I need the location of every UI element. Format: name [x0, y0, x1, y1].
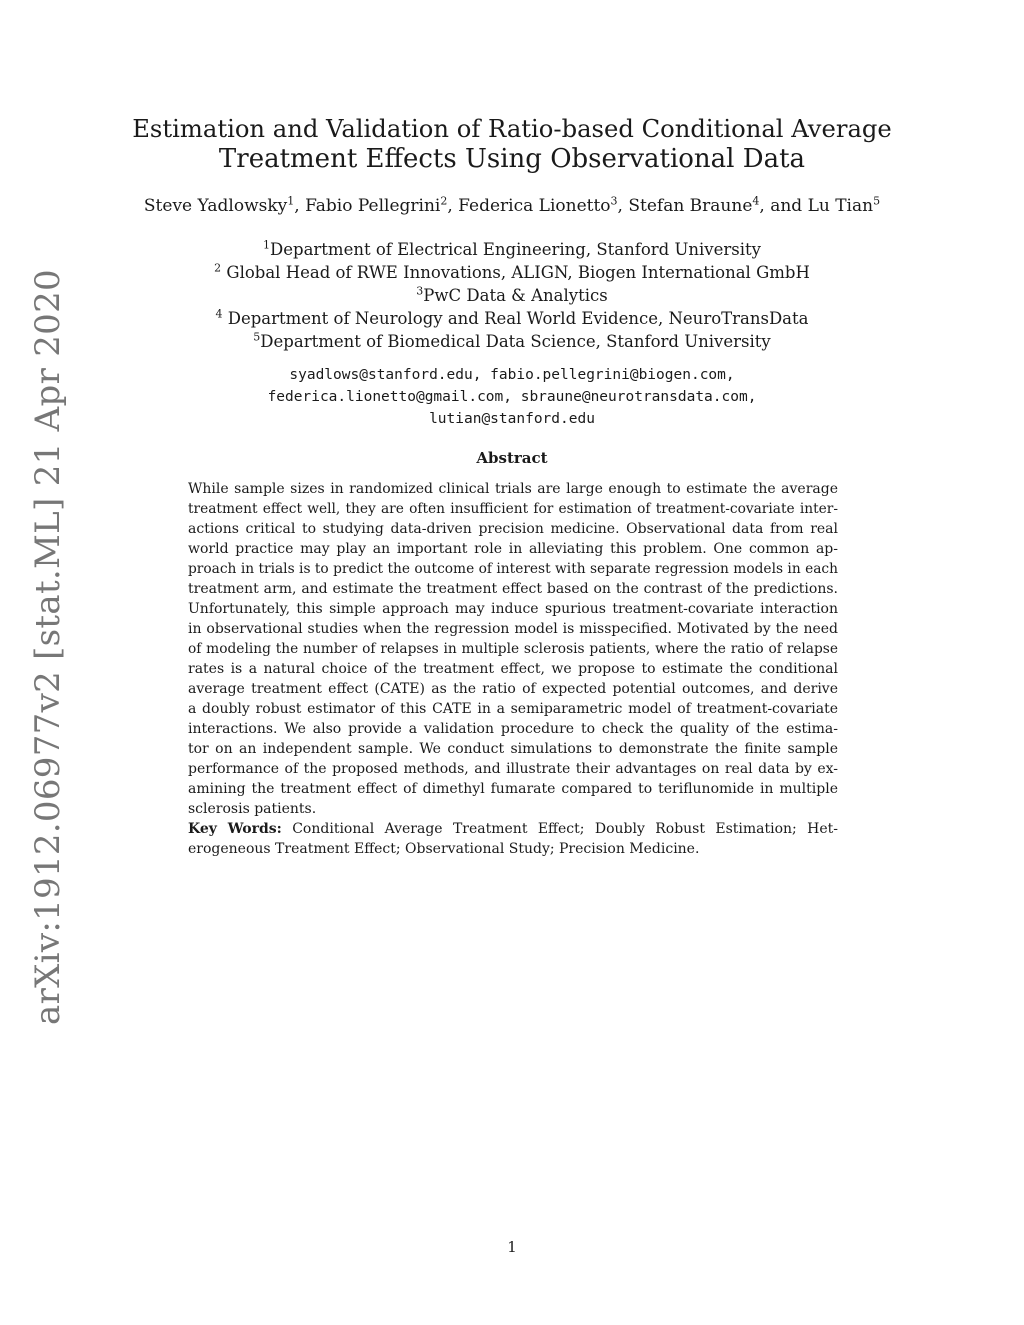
keywords-text: Conditional Average Treatment Effect; Doubly Robust Estimation; Het-: [281, 821, 838, 837]
affiliation: [150, 238, 874, 261]
keywords-line: [188, 819, 838, 839]
author-separator: , and: [759, 196, 808, 216]
author-name: Stefan Braune: [628, 196, 753, 216]
abstract-line: actions critical to studying data-driven precision medicine. Observational data from real: [188, 521, 838, 537]
abstract-line: in observational studies when the regression model is misspecified. Motivated by the need: [188, 621, 838, 637]
affiliation-text: Department of Neurology and Real World Evidence, NeuroTransData: [222, 309, 809, 328]
affiliation-marker: 2: [214, 261, 222, 275]
author-separator: ,: [617, 196, 629, 216]
affiliation-marker: 1: [263, 238, 271, 252]
affiliation-text: Global Head of RWE Innovations, ALIGN, Biogen International GmbH: [221, 263, 810, 282]
author-name: Lu Tian: [807, 196, 874, 216]
affiliation-text: Department of Biomedical Data Science, Stanford University: [260, 332, 771, 351]
abstract-line: of modeling the number of relapses in multiple sclerosis patients, where the ratio of relapse: [188, 641, 838, 657]
keywords-line: erogeneous Treatment Effect; Observational Study; Precision Medicine.: [188, 841, 700, 857]
title-line: Treatment Effects Using Observational Data: [218, 144, 806, 174]
affiliation-marker: 4: [215, 307, 223, 321]
arxiv-identifier: arXiv:1912.06977v2 [stat.ML] 21 Apr 2020: [28, 269, 68, 1025]
email-line: lutian@stanford.edu: [429, 411, 595, 427]
abstract-line: amining the treatment effect of dimethyl fumarate compared to teriflunomide in multiple: [188, 781, 838, 797]
author-affil-marker: 1: [287, 194, 295, 208]
affiliation-marker: 5: [253, 330, 261, 344]
keywords-label: Key Words:: [188, 821, 282, 837]
author-affil-marker: 5: [873, 194, 881, 208]
paper-title: [130, 114, 894, 174]
email-list: [150, 364, 874, 430]
affiliation: [150, 307, 874, 330]
author-list: [120, 196, 904, 216]
affiliation: [150, 261, 874, 284]
abstract-heading: Abstract: [476, 449, 548, 467]
arxiv-sidebar: [28, 269, 68, 1025]
affiliation-text: PwC Data & Analytics: [423, 286, 608, 305]
affiliation: [150, 284, 874, 307]
abstract-line: average treatment effect (CATE) as the ratio of expected potential outcomes, and derive: [188, 681, 838, 697]
abstract-line: interactions. We also provide a validation procedure to check the quality of the estima-: [188, 721, 838, 737]
author-affil-marker: 2: [440, 194, 448, 208]
abstract-line: treatment arm, and estimate the treatment effect based on the contrast of the predictions.: [188, 581, 838, 597]
abstract-line: sclerosis patients.: [188, 801, 317, 817]
title-line: Estimation and Validation of Ratio-based Conditional Average: [132, 114, 892, 143]
abstract-line: While sample sizes in randomized clinical trials are large enough to estimate the average: [188, 481, 838, 497]
abstract-line: rates is a natural choice of the treatment effect, we propose to estimate the conditional: [188, 661, 838, 677]
author-affil-marker: 3: [610, 194, 618, 208]
abstract-line: a doubly robust estimator of this CATE in a semiparametric model of treatment-covariate: [188, 701, 838, 717]
author-name: Fabio Pellegrini: [305, 196, 441, 216]
author-separator: ,: [294, 196, 306, 216]
affiliation-marker: 3: [416, 284, 424, 298]
email-line: federica.lionetto@gmail.com, sbraune@neurotransdata.com,: [267, 389, 757, 405]
abstract-body: [188, 479, 838, 859]
page-number: 1: [507, 1238, 517, 1256]
author-separator: ,: [447, 196, 459, 216]
abstract-line: world practice may play an important role in alleviating this problem. One common ap-: [188, 541, 838, 557]
author-affil-marker: 4: [752, 194, 760, 208]
affiliation: [150, 330, 874, 353]
abstract-line: proach in trials is to predict the outcome of interest with separate regression models in each: [188, 561, 838, 577]
affiliation-list: [150, 238, 874, 353]
email-line: syadlows@stanford.edu, fabio.pellegrini@biogen.com,: [289, 367, 735, 383]
abstract-line: Unfortunately, this simple approach may induce spurious treatment-covariate interaction: [188, 601, 838, 617]
author-name: Steve Yadlowsky: [143, 196, 288, 216]
abstract-line: performance of the proposed methods, and illustrate their advantages on real data by ex-: [188, 761, 838, 777]
author-name: Federica Lionetto: [458, 196, 611, 216]
abstract-line: treatment effect well, they are often insufficient for estimation of treatment-covariate inter-: [188, 501, 838, 517]
affiliation-text: Department of Electrical Engineering, Stanford University: [270, 240, 761, 259]
abstract-line: tor on an independent sample. We conduct simulations to demonstrate the finite sample: [188, 741, 838, 757]
